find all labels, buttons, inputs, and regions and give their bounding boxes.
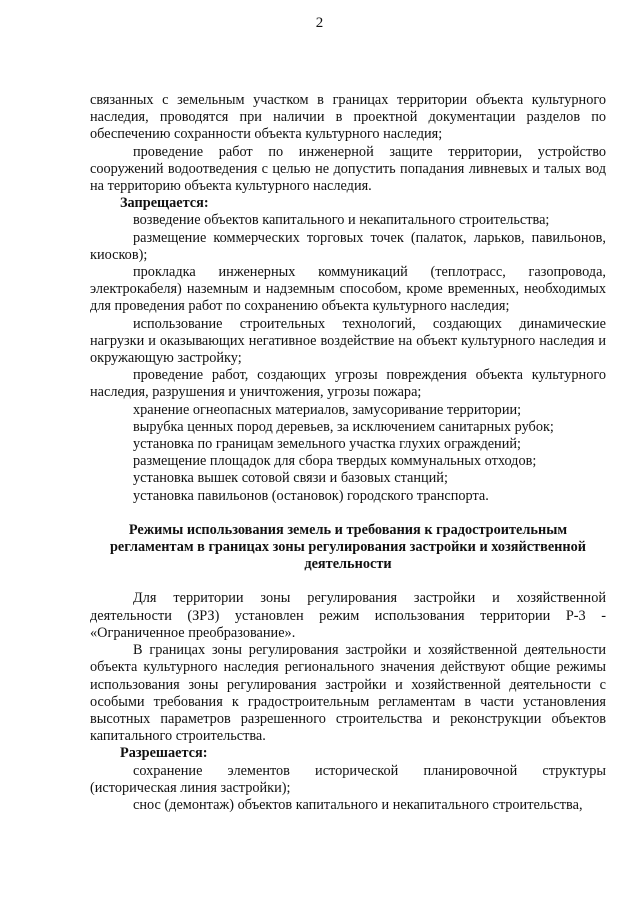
- allowed-item: снос (демонтаж) объектов капитального и некапитального строительства,: [133, 796, 583, 813]
- allowed-label: Разрешается:: [120, 745, 208, 762]
- forbidden-item: установка павильонов (остановок) городского транспорта.: [133, 487, 489, 504]
- forbidden-item: проведение работ, создающих угрозы повреждения объекта культурного наследия, разрушения и уничтожения, угрозы пожара;: [90, 367, 606, 401]
- forbidden-item: установка вышек сотовой связи и базовых станций;: [133, 470, 448, 487]
- forbidden-item: вырубка ценных пород деревьев, за исключением санитарных рубок;: [133, 418, 554, 435]
- section-title: Режимы использования земель и требования к градостроительным регламентам в границах зоны регулирования застройки и хозяйственной деятельности: [109, 521, 587, 573]
- spacer: [90, 573, 606, 590]
- forbidden-label: Запрещается:: [120, 195, 209, 212]
- forbidden-item: размещение коммерческих торговых точек (палаток, ларьков, павильонов, киосков);: [90, 229, 606, 263]
- paragraph-zone-requirements: В границах зоны регулирования застройки и хозяйственной деятельности объекта культурного наследия регионального значения действуют общие режимы использования зоны регулирования застройки и хозяйственной деятельности с особыми требования к градостроительным регламентам в части установления высотных параметров разрешенного строительства и реконструкции объектов капитального строительства.: [90, 642, 606, 745]
- spacer: [90, 505, 606, 522]
- forbidden-item: размещение площадок для сбора твердых коммунальных отходов;: [133, 453, 537, 470]
- allowed-item: сохранение элементов исторической планировочной структуры (историческая линия застройки);: [90, 762, 606, 796]
- forbidden-item: хранение огнеопасных материалов, замусоривание территории;: [133, 401, 522, 418]
- forbidden-item: прокладка инженерных коммуникаций (теплотрасс, газопровода, электрокабеля) наземным и надземным способом, кроме временных, необходимых для проведения работ по сохранению объекта культурного наследия;: [90, 264, 606, 315]
- paragraph-continuation: связанных с земельным участком в границах территории объекта культурного наследия, проводятся при наличии в проектной документации разделов по обеспечению сохранности объекта культурного наследия;: [90, 92, 606, 143]
- forbidden-item: использование строительных технологий, создающих динамические нагрузки и оказывающих негативное воздействие на объект культурного наследия и окружающую застройку;: [90, 315, 606, 367]
- forbidden-item: возведение объектов капитального и некапитального строительства;: [133, 212, 550, 229]
- paragraph-zone-regime: Для территории зоны регулирования застройки и хозяйственной деятельности (ЗРЗ) установлен режим использования территории Р-3 - «Ограниченное преобразование».: [90, 590, 606, 641]
- page-number: 2: [315, 15, 324, 31]
- forbidden-item: установка по границам земельного участка глухих ограждений;: [133, 436, 521, 453]
- paragraph-engineering-protection: проведение работ по инженерной защите территории, устройство сооружений водоотведения с целью не допустить попадания ливневых и талых вод на территорию объекта культурного наследия.: [90, 143, 606, 195]
- document-body: [90, 92, 606, 814]
